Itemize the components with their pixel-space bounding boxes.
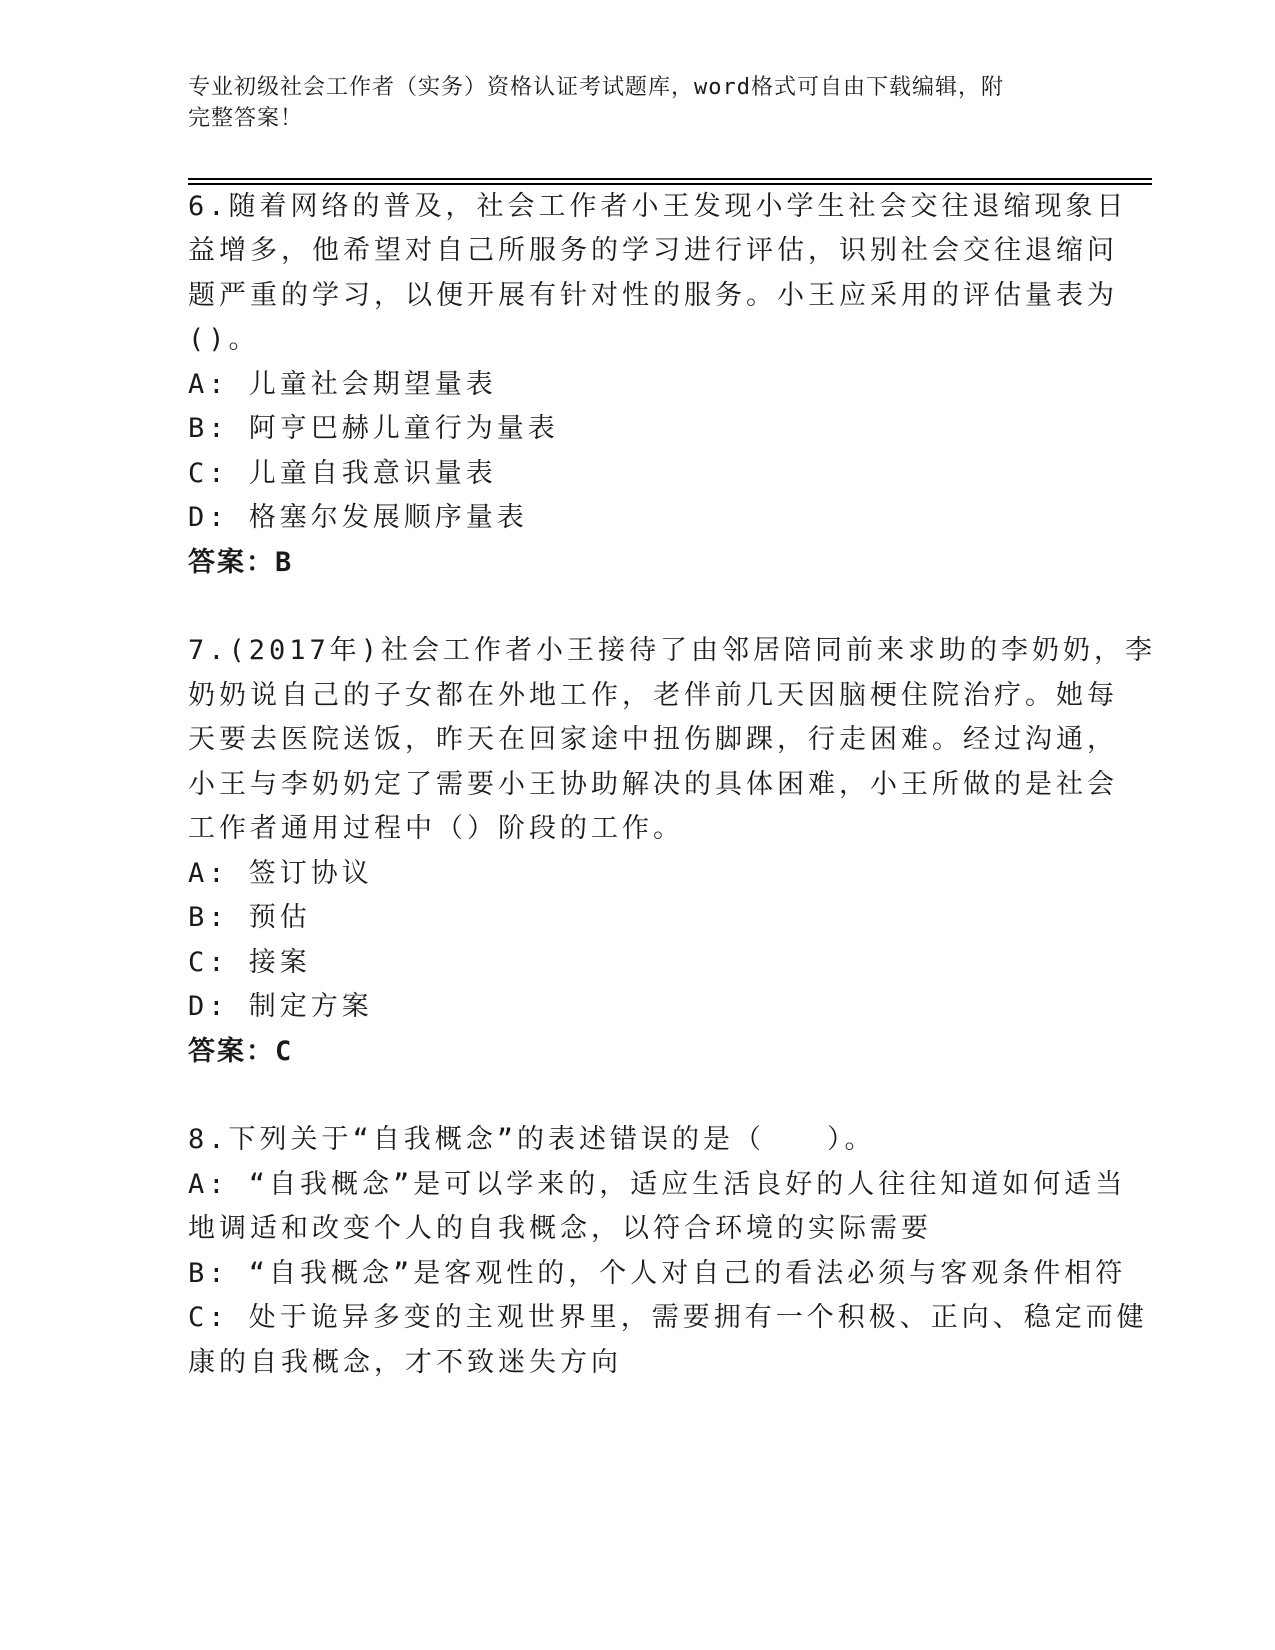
question-8-option-c-cont: 康的自我概念，才不致迷失方向 — [188, 1347, 622, 1378]
header-line-2: 完整答案！ — [188, 106, 304, 131]
question-6-stem-line: 6.随着网络的普及，社会工作者小王发现小学生社会交往退缩现象日 — [188, 191, 1128, 222]
question-6-stem-line: 题严重的学习，以便开展有针对性的服务。小王应采用的评估量表为 — [188, 280, 1118, 311]
header-divider-top — [188, 178, 1152, 180]
question-8-option-b: B: “自我概念”是客观性的，个人对自己的看法必须与客观条件相符 — [188, 1258, 1127, 1289]
question-6-stem-line: ()。 — [188, 324, 260, 355]
header-line-1: 专业初级社会工作者（实务）资格认证考试题库，word格式可自由下载编辑，附 — [188, 75, 1004, 100]
question-6-option-c: C: 儿童自我意识量表 — [188, 458, 497, 489]
question-8-option-a-cont: 地调适和改变个人的自我概念，以符合环境的实际需要 — [188, 1213, 932, 1244]
question-6-answer: 答案：B — [188, 547, 294, 578]
header-divider-bottom — [188, 183, 1152, 185]
question-7-stem-line: 奶奶说自己的子女都在外地工作，老伴前几天因脑梗住院治疗。她每 — [188, 680, 1118, 711]
question-7-option-b: B: 预估 — [188, 902, 311, 933]
question-6-option-d: D: 格塞尔发展顺序量表 — [188, 502, 528, 533]
question-8-stem-line: 8.下列关于“自我概念”的表述错误的是（ ）。 — [188, 1124, 876, 1155]
question-7-stem-line: 小王与李奶奶定了需要小王协助解决的具体困难，小王所做的是社会 — [188, 769, 1118, 800]
question-6-stem-line: 益增多，他希望对自己所服务的学习进行评估，识别社会交往退缩问 — [188, 235, 1118, 266]
document-header — [188, 72, 1068, 134]
question-8-option-c: C: 处于诡异多变的主观世界里，需要拥有一个积极、正向、稳定而健 — [188, 1302, 1148, 1333]
question-7-stem-line: 7.(2017年)社会工作者小王接待了由邻居陪同前来求助的李奶奶，李 — [188, 635, 1157, 666]
question-7-option-d: D: 制定方案 — [188, 991, 373, 1022]
question-7-stem-line: 工作者通用过程中（）阶段的工作。 — [188, 813, 684, 844]
question-8-option-a: A: “自我概念”是可以学来的，适应生活良好的人往往知道如何适当 — [188, 1169, 1127, 1200]
question-6-option-b: B: 阿亨巴赫儿童行为量表 — [188, 413, 559, 444]
question-7-option-c: C: 接案 — [188, 947, 311, 978]
question-7-answer: 答案：C — [188, 1036, 294, 1067]
question-7-option-a: A: 签订协议 — [188, 858, 373, 889]
question-6-option-a: A: 儿童社会期望量表 — [188, 369, 497, 400]
question-7-stem-line: 天要去医院送饭，昨天在回家途中扭伤脚踝，行走困难。经过沟通， — [188, 724, 1118, 755]
